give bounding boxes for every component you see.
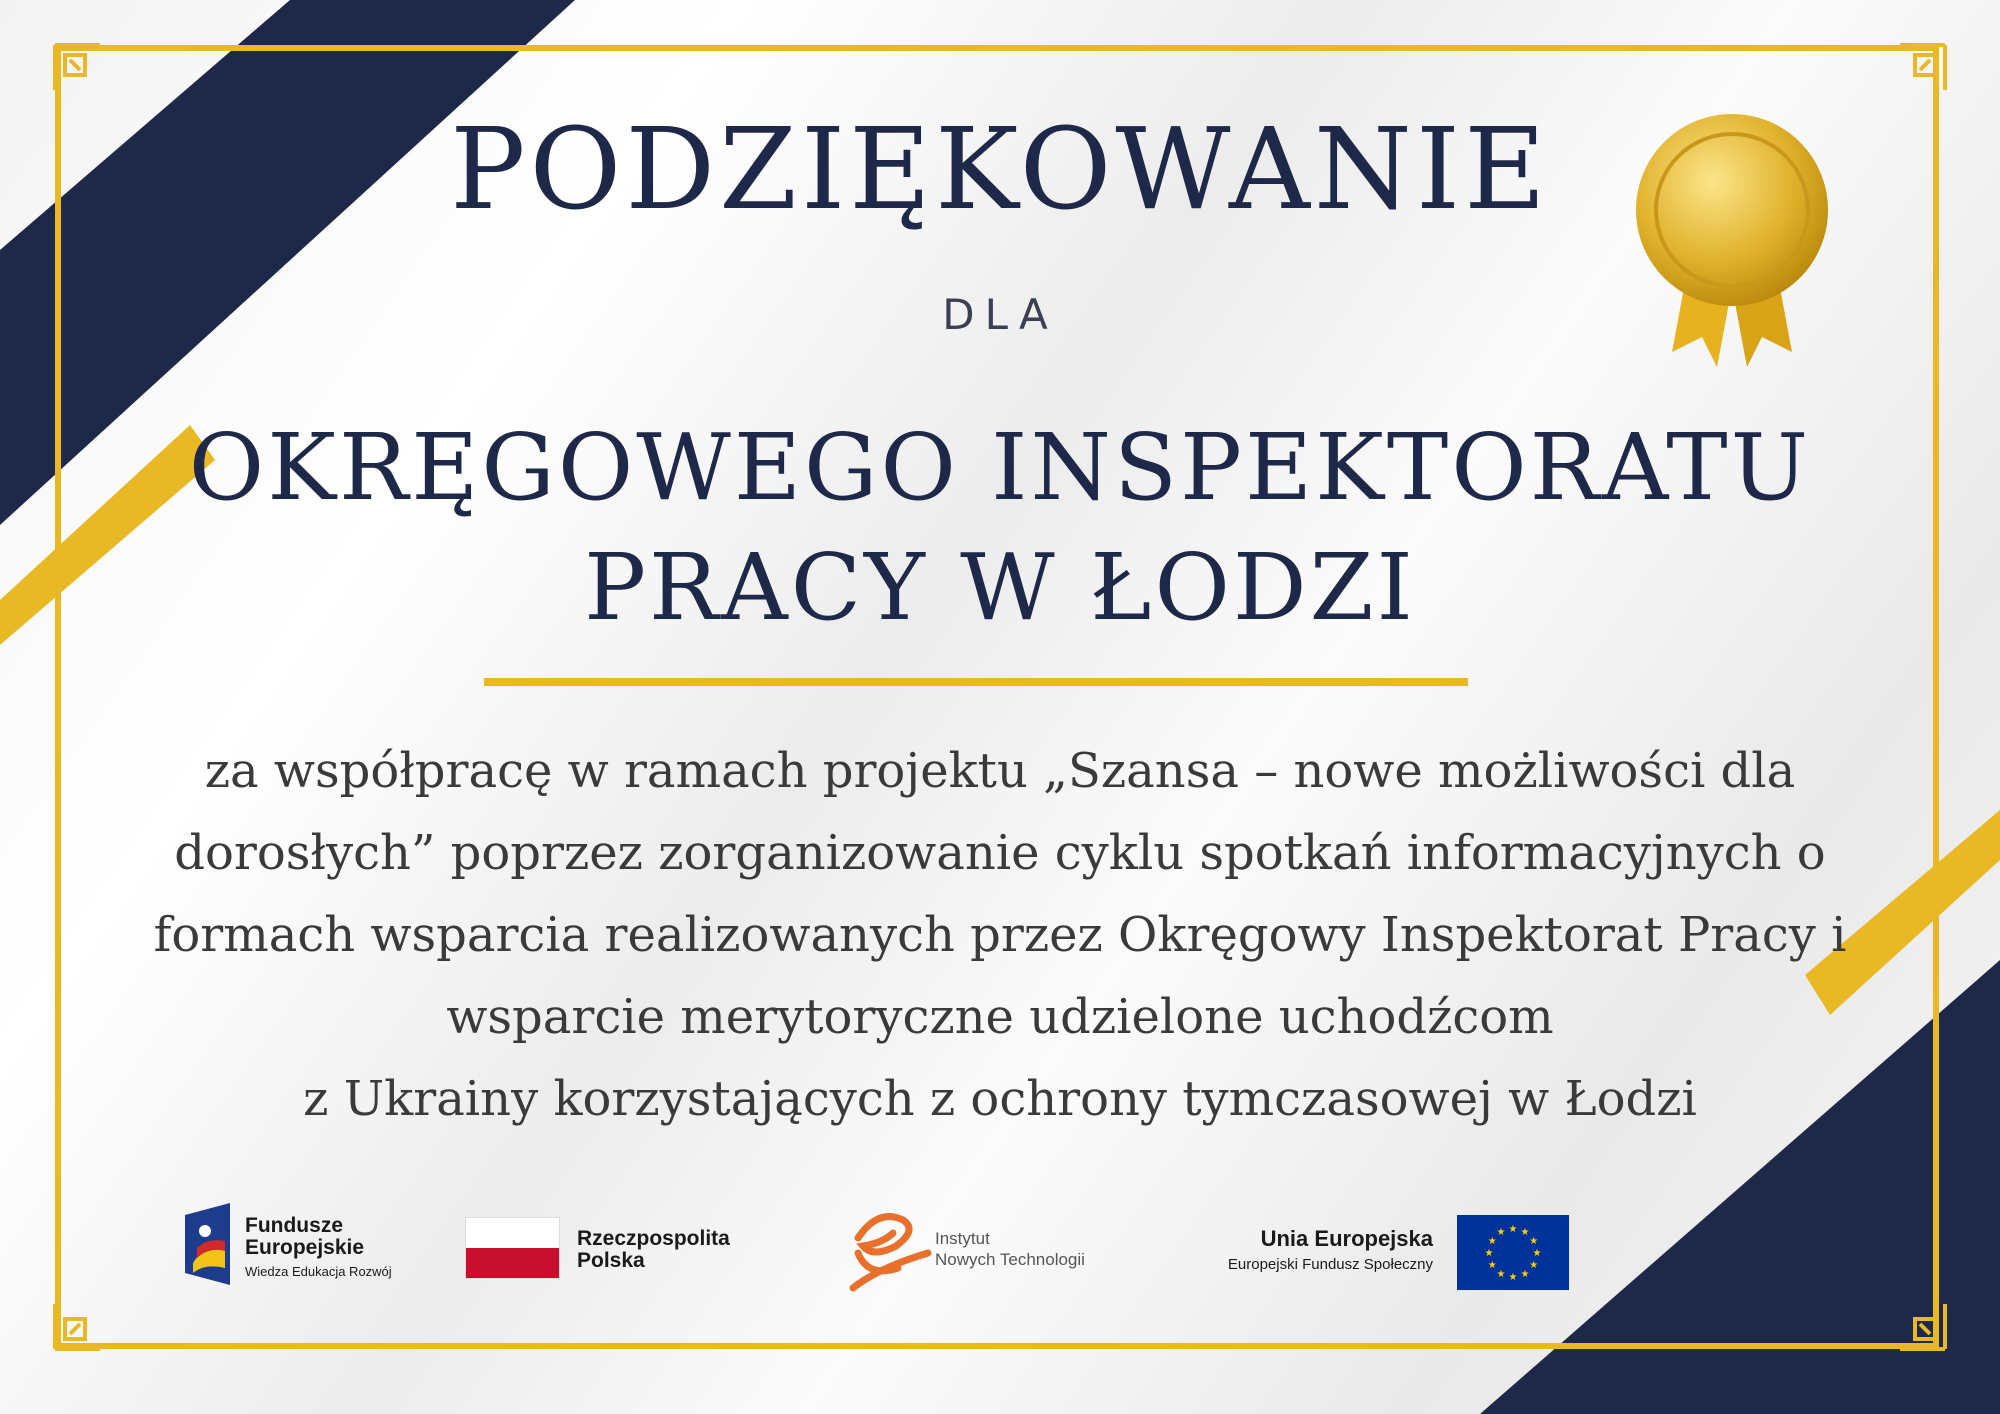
- eu-star-icon: ★: [1487, 1260, 1497, 1271]
- eu-star-icon: ★: [1496, 1227, 1506, 1239]
- rzeczpospolita-line-1: Rzeczpospolita: [577, 1227, 730, 1250]
- rzeczpospolita-logo-text: [577, 1228, 730, 1272]
- body-line: z Ukrainy korzystających z ochrony tymczasowej w Łodzi: [303, 1071, 1697, 1127]
- body-line: dorosłych” poprzez zorganizowanie cyklu spotkań informacyjnych o: [174, 825, 1826, 881]
- body-line: formach wsparcia realizowanych przez Okręgowy Inspektorat Pracy i: [153, 907, 1847, 963]
- eu-star-icon: ★: [1520, 1268, 1530, 1280]
- instytut-line-1: Instytut: [935, 1229, 990, 1248]
- certificate-heading: PODZIĘKOWANIE: [450, 105, 1550, 235]
- instytut-line-2: Nowych Technologii: [935, 1250, 1085, 1269]
- instytut-logo-text: [935, 1228, 1085, 1270]
- eu-star-icon: ★: [1508, 1272, 1518, 1283]
- fundusze-europejskie-logo: [185, 1203, 230, 1285]
- recipient-line-1: OKRĘGOWEGO INSPEKTORATU: [188, 414, 1812, 521]
- ornament-corner-icon: [1890, 1294, 1950, 1354]
- eu-star-icon: ★: [1532, 1248, 1542, 1259]
- recipient-name: [0, 408, 2000, 648]
- eu-flag-icon: [1457, 1215, 1569, 1290]
- unia-logo-subtitle: Europejski Fundusz Społeczny: [1227, 1256, 1433, 1273]
- for-label: DLA: [942, 290, 1058, 339]
- body-line: wsparcie merytoryczne udzielone uchodźcom: [446, 989, 1554, 1045]
- eu-star-icon: ★: [1496, 1268, 1506, 1280]
- fundusze-line-1: Fundusze: [245, 1214, 343, 1237]
- eu-star-icon: ★: [1484, 1248, 1494, 1259]
- fundusze-logo-title: [245, 1215, 364, 1259]
- rzeczpospolita-line-2: Polska: [577, 1249, 645, 1272]
- eu-star-icon: ★: [1487, 1236, 1497, 1247]
- fundusze-logo-subtitle: Wiedza Edukacja Rozwój: [245, 1264, 392, 1279]
- recipient-line-2: PRACY W ŁODZI: [584, 534, 1416, 641]
- ornament-corner-icon: [1890, 40, 1950, 100]
- instytut-logo-icon: [838, 1198, 933, 1296]
- ornament-corner-icon: [50, 1294, 110, 1354]
- ornament-corner-icon: [50, 40, 110, 100]
- gold-divider: [484, 678, 1468, 686]
- polish-flag-icon: [465, 1217, 560, 1279]
- eu-star-icon: ★: [1529, 1236, 1539, 1247]
- fundusze-line-2: Europejskie: [245, 1236, 365, 1259]
- eu-star-icon: ★: [1508, 1224, 1518, 1235]
- body-line: za współpracę w ramach projektu „Szansa – nowe możliwości dla: [204, 743, 1796, 799]
- eu-star-icon: ★: [1520, 1227, 1530, 1239]
- eu-star-icon: ★: [1529, 1260, 1539, 1271]
- unia-logo-title: Unia Europejska: [1260, 1226, 1433, 1251]
- certificate-body: [130, 730, 1870, 1140]
